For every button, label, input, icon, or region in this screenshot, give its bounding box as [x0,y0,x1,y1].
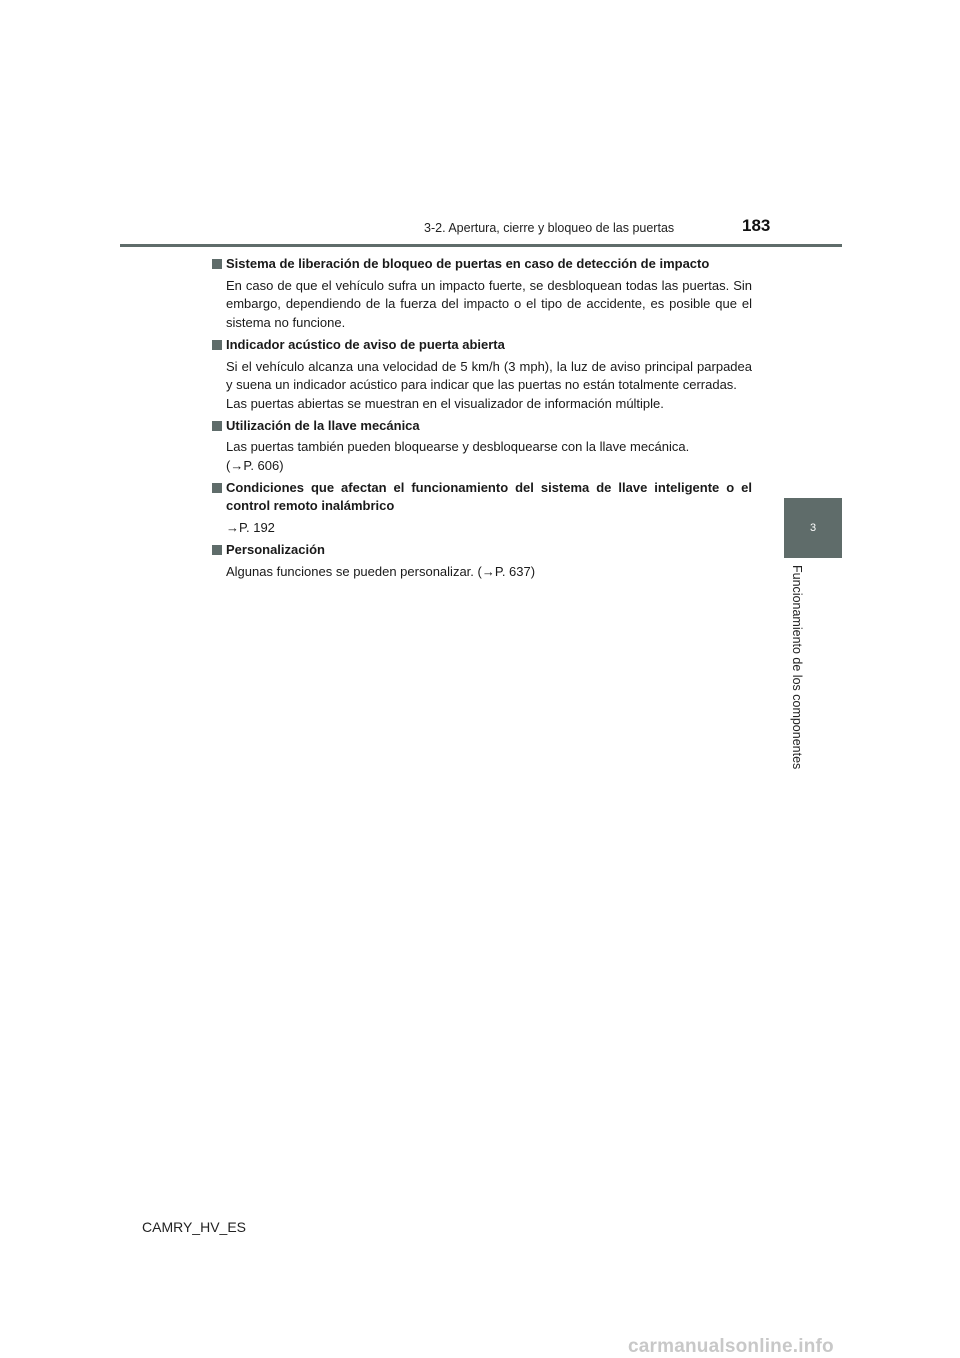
section-mechanical-key [212,417,752,476]
paragraph: En caso de que el vehículo sufra un impacto fuerte, se desbloquean todas las puertas. Sin embargo, dependiendo de la fuerza del impacto o el tipo de accidente, es posible que el sistema no funcione. [226,277,752,331]
page-content [212,255,752,584]
paragraph: Las puertas también pueden bloquearse y desbloquearse con la llave mecánica. (→P. 606) [226,439,690,474]
chapter-side-title: Funcionamiento de los componentes [790,565,804,770]
section-smart-key-conditions [212,479,752,538]
square-bullet-icon [212,259,222,269]
running-header: 3-2. Apertura, cierre y bloqueo de las puertas [424,221,675,235]
square-bullet-icon [212,421,222,431]
paragraph: Si el vehículo alcanza una velocidad de 5 km/h (3 mph), la luz de aviso principal parpadea y suena un indicador acústico para indicar que las puertas no están totalmente cerradas. Las puertas abiertas se muestran en el visualizador de información múltiple. [226,358,752,411]
chapter-number: 3 [809,522,817,534]
section-title: Utilización de la llave mecánica [212,417,752,436]
section-door-open-buzzer [212,336,752,414]
section-impact-unlock [212,255,752,333]
model-code: CAMRY_HV_ES [142,1219,247,1235]
section-customization [212,541,752,581]
page-number: 183 [742,216,771,235]
page-reference-link[interactable]: →P. 192 [226,520,275,536]
page-reference-link[interactable]: (→P. 606) [226,458,284,474]
square-bullet-icon [212,340,222,350]
chapter-tab[interactable] [784,498,842,558]
section-title: Indicador acústico de aviso de puerta abierta [212,336,752,355]
square-bullet-icon [212,545,222,555]
section-title: Personalización [212,541,752,560]
watermark: carmanualsonline.info [628,1336,834,1357]
header-divider [120,244,842,247]
paragraph: Algunas funciones se pueden personalizar. (→P. 637) [226,563,536,579]
square-bullet-icon [212,483,222,493]
section-title: Condiciones que afectan el funcionamiento del sistema de llave inteligente o el control remoto inalámbrico [212,479,752,516]
section-title: Sistema de liberación de bloqueo de puertas en caso de detección de impacto [212,255,752,274]
